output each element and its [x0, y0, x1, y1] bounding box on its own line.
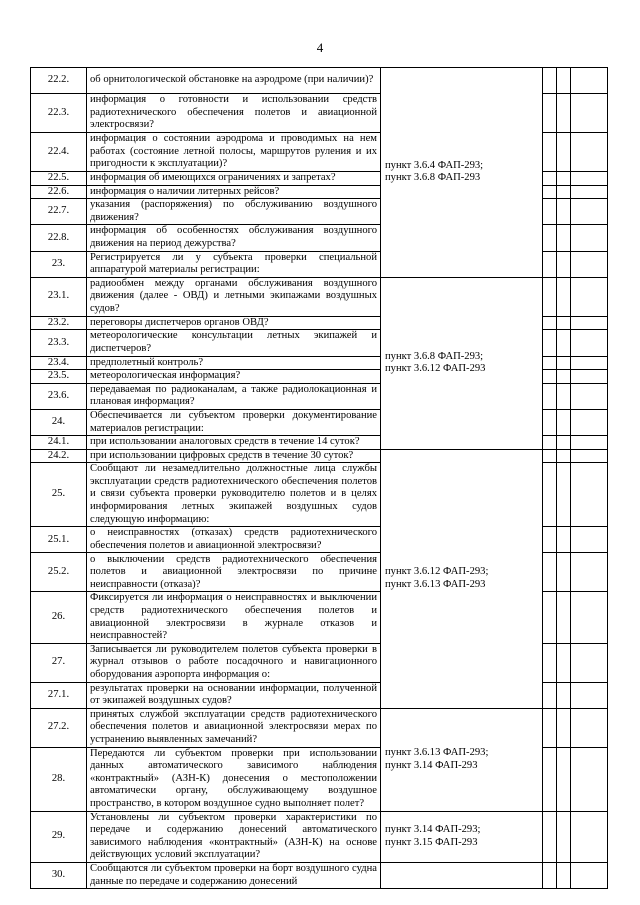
- table-row: [31, 68, 608, 94]
- answer-no-cell[interactable]: [557, 682, 571, 708]
- question-text: информация о состоянии аэродрома и проводимых на нем работах (состояние летной полосы, маршрутов руления и их пригодности к эксплуатации)?: [87, 133, 381, 172]
- answer-no-cell[interactable]: [557, 225, 571, 251]
- answer-yes-cell[interactable]: [543, 68, 557, 94]
- reference-line: пункт 3.6.13 ФАП-293: [385, 578, 486, 590]
- answer-yes-cell[interactable]: [543, 682, 557, 708]
- answer-yes-cell[interactable]: [543, 370, 557, 384]
- table-row: [31, 862, 608, 888]
- question-text: Обеспечивается ли субъектом проверки документирование материалов регистрации:: [87, 409, 381, 435]
- answer-no-cell[interactable]: [557, 811, 571, 862]
- table-row: [31, 811, 608, 862]
- item-number: 22.6.: [31, 185, 87, 199]
- note-cell[interactable]: [571, 185, 608, 199]
- note-cell[interactable]: [571, 330, 608, 356]
- answer-yes-cell[interactable]: [543, 811, 557, 862]
- note-cell[interactable]: [571, 383, 608, 409]
- reference-line: пункт 3.6.13 ФАП-293;: [385, 747, 489, 759]
- item-number: 23.1.: [31, 277, 87, 316]
- answer-no-cell[interactable]: [557, 383, 571, 409]
- item-number: 23.4.: [31, 356, 87, 370]
- note-cell[interactable]: [571, 463, 608, 527]
- requirement-reference: [381, 708, 543, 811]
- item-number: 29.: [31, 811, 87, 862]
- note-cell[interactable]: [571, 643, 608, 682]
- question-text: о неисправностях (отказах) средств радиотехнического обеспечения полетов и авиационной электросвязи?: [87, 527, 381, 553]
- requirement-reference: [381, 277, 543, 449]
- item-number: 23.2.: [31, 316, 87, 330]
- requirement-reference: [381, 449, 543, 708]
- requirement-reference: [381, 811, 543, 862]
- note-cell[interactable]: [571, 356, 608, 370]
- answer-yes-cell[interactable]: [543, 316, 557, 330]
- answer-yes-cell[interactable]: [543, 747, 557, 811]
- note-cell[interactable]: [571, 251, 608, 277]
- answer-no-cell[interactable]: [557, 449, 571, 463]
- question-text: при использовании цифровых средств в течение 30 суток?: [87, 449, 381, 463]
- question-text: информация о готовности и использовании средств радиотехнического обеспечения полетов и авиационной электросвязи?: [87, 94, 381, 133]
- answer-yes-cell[interactable]: [543, 330, 557, 356]
- answer-yes-cell[interactable]: [543, 463, 557, 527]
- answer-yes-cell[interactable]: [543, 409, 557, 435]
- question-text: Сообщаются ли субъектом проверки на борт воздушного судна данные по передаче и содержанию донесений: [87, 862, 381, 888]
- item-number: 30.: [31, 862, 87, 888]
- answer-no-cell[interactable]: [557, 277, 571, 316]
- question-text: метеорологическая информация?: [87, 370, 381, 384]
- answer-no-cell[interactable]: [557, 251, 571, 277]
- note-cell[interactable]: [571, 747, 608, 811]
- item-number: 24.1.: [31, 436, 87, 450]
- page-number: 4: [316, 40, 324, 55]
- note-cell[interactable]: [571, 133, 608, 172]
- item-number: 24.2.: [31, 449, 87, 463]
- item-number: 22.2.: [31, 68, 87, 94]
- question-text: об орнитологической обстановке на аэродроме (при наличии)?: [87, 68, 381, 94]
- question-text: указания (распоряжения) по обслуживанию воздушного движения?: [87, 199, 381, 225]
- question-text: Регистрируется ли у субъекта проверки специальной аппаратурой материалы регистрации:: [87, 251, 381, 277]
- item-number: 27.1.: [31, 682, 87, 708]
- item-number: 25.1.: [31, 527, 87, 553]
- note-cell[interactable]: [571, 553, 608, 592]
- answer-no-cell[interactable]: [557, 356, 571, 370]
- answer-no-cell[interactable]: [557, 643, 571, 682]
- answer-yes-cell[interactable]: [543, 185, 557, 199]
- answer-yes-cell[interactable]: [543, 199, 557, 225]
- note-cell[interactable]: [571, 316, 608, 330]
- answer-yes-cell[interactable]: [543, 643, 557, 682]
- note-cell[interactable]: [571, 94, 608, 133]
- note-cell[interactable]: [571, 225, 608, 251]
- item-number: 22.5.: [31, 172, 87, 186]
- reference-line: пункт 3.6.8 ФАП-293: [385, 172, 481, 184]
- reference-line: пункт 3.6.12 ФАП-293;: [385, 566, 489, 578]
- reference-line: пункт 3.15 ФАП-293: [385, 836, 478, 848]
- note-cell[interactable]: [571, 592, 608, 643]
- item-number: 23.3.: [31, 330, 87, 356]
- question-text: Установлены ли субъектом проверки характеристики по передаче и содержанию донесений автоматического зависимого наблюдения «контрактный» (АЗН-К) на основе действующих условий эксплуатации?: [87, 811, 381, 862]
- note-cell[interactable]: [571, 370, 608, 384]
- answer-yes-cell[interactable]: [543, 277, 557, 316]
- question-text: результатах проверки на основании информации, полученной от экипажей воздушных судов?: [87, 682, 381, 708]
- answer-yes-cell[interactable]: [543, 862, 557, 888]
- item-number: 22.8.: [31, 225, 87, 251]
- question-text: о выключении средств радиотехнического обеспечения полетов и авиационной электросвязи по причине неисправности (отказа)?: [87, 553, 381, 592]
- note-cell[interactable]: [571, 449, 608, 463]
- answer-yes-cell[interactable]: [543, 449, 557, 463]
- note-cell[interactable]: [571, 199, 608, 225]
- answer-no-cell[interactable]: [557, 316, 571, 330]
- answer-yes-cell[interactable]: [543, 708, 557, 747]
- question-text: информация об особенностях обслуживания воздушного движения на период дежурства?: [87, 225, 381, 251]
- answer-no-cell[interactable]: [557, 330, 571, 356]
- note-cell[interactable]: [571, 862, 608, 888]
- item-number: 25.: [31, 463, 87, 527]
- requirement-reference: [381, 68, 543, 278]
- answer-yes-cell[interactable]: [543, 133, 557, 172]
- answer-no-cell[interactable]: [557, 862, 571, 888]
- question-text: Сообщают ли незамедлительно должностные лица службы эксплуатации средств радиотехнического обеспечения полетов и связи субъекта проверки руководителю полетов и в целях информирования летных экипажей воздушных судов следующую информацию:: [87, 463, 381, 527]
- answer-no-cell[interactable]: [557, 463, 571, 527]
- table-row: [31, 277, 608, 316]
- answer-no-cell[interactable]: [557, 747, 571, 811]
- reference-line: пункт 3.14 ФАП-293;: [385, 824, 481, 836]
- reference-line: пункт 3.6.12 ФАП-293: [385, 363, 486, 375]
- table-row: [31, 449, 608, 463]
- answer-yes-cell[interactable]: [543, 356, 557, 370]
- item-number: 22.4.: [31, 133, 87, 172]
- answer-yes-cell[interactable]: [543, 592, 557, 643]
- item-number: 28.: [31, 747, 87, 811]
- note-cell[interactable]: [571, 811, 608, 862]
- answer-no-cell[interactable]: [557, 172, 571, 186]
- answer-no-cell[interactable]: [557, 370, 571, 384]
- question-text: принятых службой эксплуатации средств радиотехнического обеспечения полетов и авиационной электросвязи мерах по устранению выявленных замечаний?: [87, 708, 381, 747]
- question-text: Записывается ли руководителем полетов субъекта проверки в журнал отзывов о работе посадочного и навигационного оборудования аэропорта информация о:: [87, 643, 381, 682]
- answer-no-cell[interactable]: [557, 436, 571, 450]
- note-cell[interactable]: [571, 277, 608, 316]
- item-number: 24.: [31, 409, 87, 435]
- note-cell[interactable]: [571, 409, 608, 435]
- reference-line: пункт 3.14 ФАП-293: [385, 759, 478, 771]
- note-cell[interactable]: [571, 682, 608, 708]
- question-text: радиообмен между органами обслуживания воздушного движения (далее - ОВД) и летными экипажами воздушных судов?: [87, 277, 381, 316]
- answer-yes-cell[interactable]: [543, 225, 557, 251]
- item-number: 23.: [31, 251, 87, 277]
- item-number: 22.7.: [31, 199, 87, 225]
- note-cell[interactable]: [571, 527, 608, 553]
- answer-no-cell[interactable]: [557, 185, 571, 199]
- answer-no-cell[interactable]: [557, 199, 571, 225]
- item-number: 27.: [31, 643, 87, 682]
- reference-line: пункт 3.6.4 ФАП-293;: [385, 159, 484, 171]
- question-text: метеорологические консультации летных экипажей и диспетчеров?: [87, 330, 381, 356]
- item-number: 23.5.: [31, 370, 87, 384]
- question-text: информация о наличии литерных рейсов?: [87, 185, 381, 199]
- question-text: при использовании аналоговых средств в течение 14 суток?: [87, 436, 381, 450]
- item-number: 25.2.: [31, 553, 87, 592]
- answer-yes-cell[interactable]: [543, 553, 557, 592]
- item-number: 22.3.: [31, 94, 87, 133]
- answer-no-cell[interactable]: [557, 409, 571, 435]
- question-text: Передаются ли субъектом проверки при использовании данных автоматического зависимого наблюдения «контрактный» (АЗН-К) донесения о местоположении автоматически органу, обслуживающему воздушное пространство, в котором воздушное судно выполняет полет?: [87, 747, 381, 811]
- answer-yes-cell[interactable]: [543, 251, 557, 277]
- requirement-reference: [381, 862, 543, 888]
- note-cell[interactable]: [571, 436, 608, 450]
- answer-yes-cell[interactable]: [543, 436, 557, 450]
- answer-no-cell[interactable]: [557, 94, 571, 133]
- question-text: передаваемая по радиоканалам, а также радиолокационная и плановая информация?: [87, 383, 381, 409]
- answer-no-cell[interactable]: [557, 68, 571, 94]
- answer-no-cell[interactable]: [557, 708, 571, 747]
- answer-no-cell[interactable]: [557, 133, 571, 172]
- answer-no-cell[interactable]: [557, 553, 571, 592]
- question-text: информация об имеющихся ограничениях и запретах?: [87, 172, 381, 186]
- note-cell[interactable]: [571, 68, 608, 94]
- question-text: переговоры диспетчеров органов ОВД?: [87, 316, 381, 330]
- answer-yes-cell[interactable]: [543, 172, 557, 186]
- answer-no-cell[interactable]: [557, 592, 571, 643]
- note-cell[interactable]: [571, 708, 608, 747]
- answer-no-cell[interactable]: [557, 527, 571, 553]
- item-number: 27.2.: [31, 708, 87, 747]
- note-cell[interactable]: [571, 172, 608, 186]
- question-text: Фиксируется ли информация о неисправностях и выключении средств радиотехнического обеспечения полетов и авиационной электросвязи в журнале отказов и неисправностей?: [87, 592, 381, 643]
- answer-yes-cell[interactable]: [543, 94, 557, 133]
- item-number: 23.6.: [31, 383, 87, 409]
- reference-line: пункт 3.6.8 ФАП-293;: [385, 350, 484, 362]
- answer-yes-cell[interactable]: [543, 383, 557, 409]
- item-number: 26.: [31, 592, 87, 643]
- answer-yes-cell[interactable]: [543, 527, 557, 553]
- question-text: предполетный контроль?: [87, 356, 381, 370]
- table-row: [31, 708, 608, 747]
- checklist-table: [30, 67, 608, 889]
